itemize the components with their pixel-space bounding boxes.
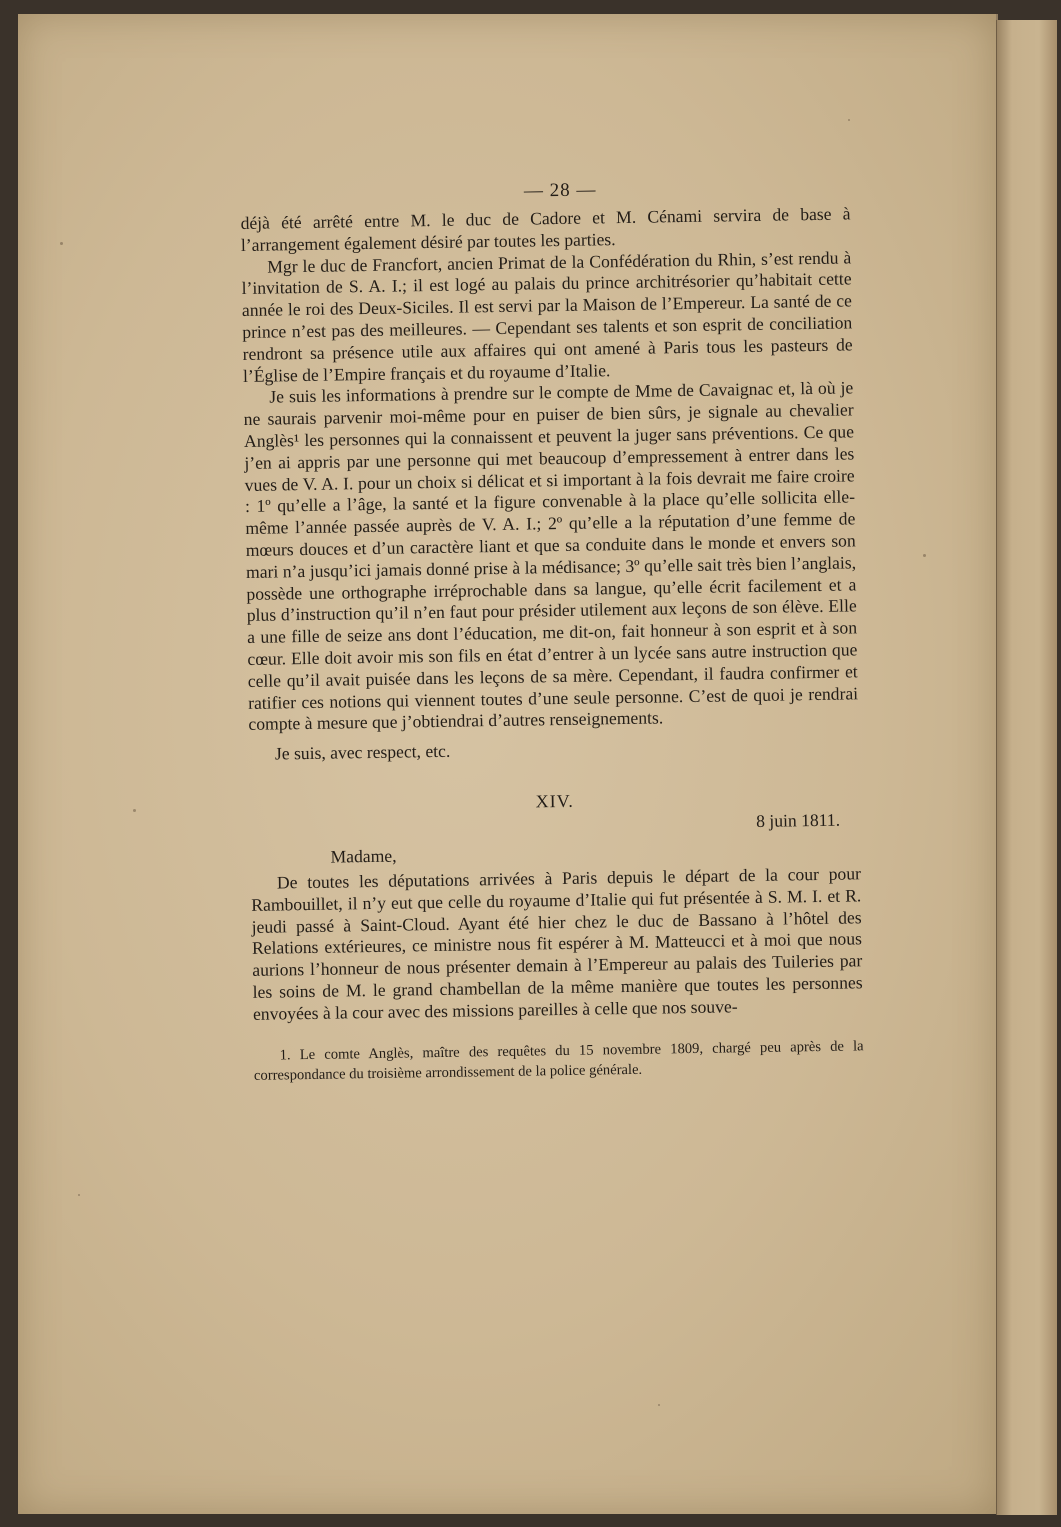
letter-date: 8 juin 1811. [755,809,841,831]
paragraph-duc-de-francfort: Mgr le duc de Francfort, ancien Primat de la Confédération du Rhin, s’est rendu à l’invitation de S. A. I.; il est logé au palais du prince architrésorier qu’habitait cette année le roi des Deux-Siciles. Il est servi par la Maison de l’Empereur. La santé de ce prince n’est pas des meilleures. — Cependant ses talents et son esprit de conciliation rendront sa présence utile aux affaires qui ont amené à Paris tous les pasteurs de l’Église de l’Empire français et du royaume d’Italie. [241,247,853,386]
adjacent-page-edge [996,20,1057,1515]
paper-speck [133,809,136,812]
footnote: 1. Le comte Anglès, maître des requêtes du 15 novembre 1809, chargé peu après de la correspondance du troisième arrondissement de la police générale. [253,1037,864,1084]
paper-speck [848,119,850,121]
letter-signoff: Je suis, avec respect, etc. [274,740,451,764]
paragraph-continuation: déjà été arrêté entre M. le duc de Cadore et M. Cénami servira de base à l’arrangement également désiré par toutes les parties. [240,203,851,255]
paper-speck [60,242,63,245]
paper-speck [923,554,926,557]
page-text [240,175,864,1085]
paragraph-cavaignac: Je suis les informations à prendre sur le compte de Mme de Cavaignac et, là où je ne saurais parvenir moi-même pour en puiser de bien sûrs, je signale au chevalier Anglès¹ les personnes qui la connaissent et peuvent la juger sans préventions. Ce que j’en ai appris par une personne qui met beaucoup d’empressement à entrer dans les vues de V. A. I. pour un choix si délicat et si important à la fois devrait me faire croire : 1º qu’elle a l’âge, la santé et la figure convenable à la place qu’elle sollicita elle-même l’année passée auprès de V. A. I.; 2º qu’elle a la réputation d’une femme de mœurs douces et d’un caractère liant et que sa conduite dans le monde et envers son mari n’a jusqu’ici jamais donné prise à la médisance; 3º qu’elle sait très bien l’anglais, possède une orthographe irréprochable dans sa langue, qu’elle écrit facilement et a plus d’instruction qu’il n’en faut pour présider utilement aux leçons de son élève. Elle a une fille de seize ans dont l’éducation, me dit-on, fait honneur à son esprit et à son cœur. Elle doit avoir mis son fils en état d’entrer à un lycée sans autre instruction que celle qu’il avait puisée dans les leçons de sa mère. Cependant, il faudra confirmer et ratifier ces notions qui viennent toutes d’une seule personne. C’est de quoi je rendrai compte à mesure que j’obtiendrai d’autres renseignements. [243,377,859,735]
letter-salutation: Madame, [330,845,397,867]
section-heading: XIV. [535,790,574,812]
page-number: — 28 — [523,179,597,202]
paper-speck [658,1404,660,1406]
paper-speck [78,1194,80,1196]
paragraph-deputations: De toutes les députations arrivées à Paris depuis le départ de la cour pour Rambouillet, il n’y eut que celle du royaume d’Italie qui fut présentée à S. M. I. et R. jeudi passé à Saint-Cloud. Ayant été hier chez le duc de Bassano à l’hôtel des Relations extérieures, ce ministre nous fit espérer à M. Matteucci et à moi que nous aurions l’honneur de nous présenter demain à l’Empereur au palais des Tuileries par les soins de M. le grand chambellan de la même manière que toutes les personnes envoyées à la cour avec des missions pareilles à celle que nos souve- [251,863,863,1024]
